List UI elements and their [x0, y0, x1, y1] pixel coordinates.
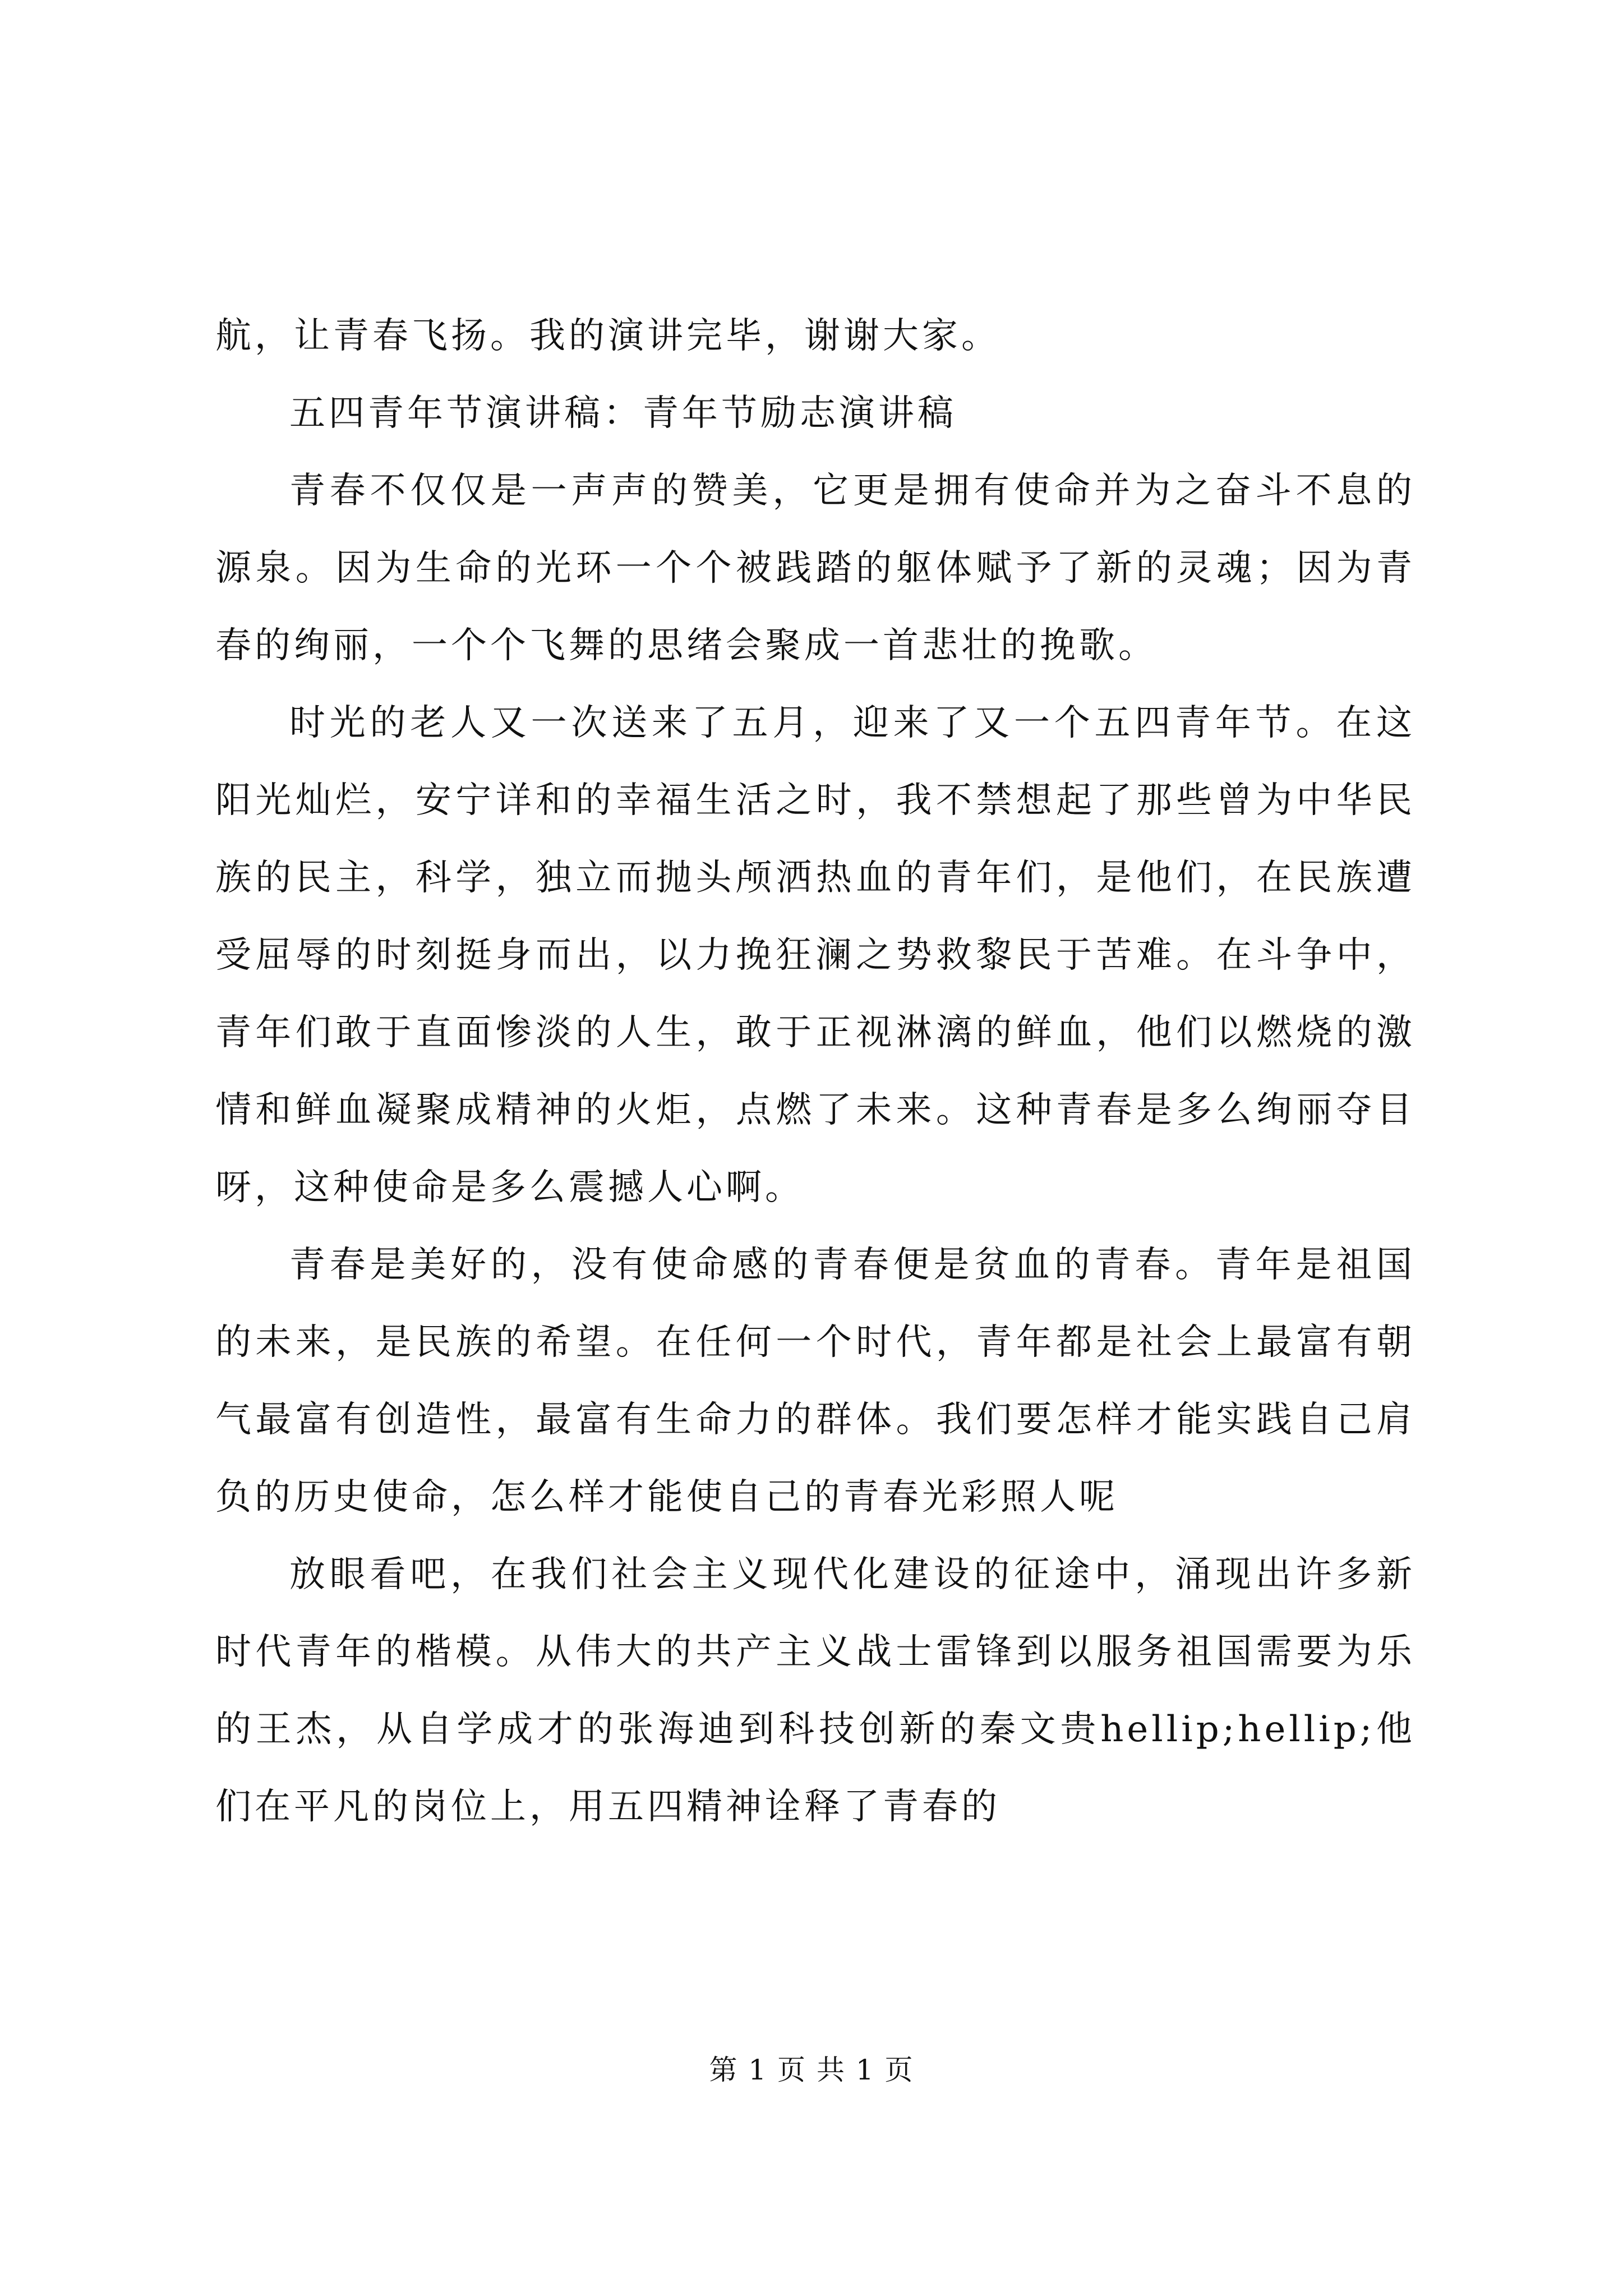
- paragraph-body: 时光的老人又一次送来了五月，迎来了又一个五四青年节。在这阳光灿烂，安宁详和的幸福生活之时，我不禁想起了那些曾为中华民族的民主，科学，独立而抛头颅洒热血的青年们，是他们，在民族遭受屈辱的时刻挺身而出，以力挽狂澜之势救黎民于苦难。在斗争中，青年们敢于直面惨淡的人生，敢于正视淋漓的鲜血，他们以燃烧的激情和鲜血凝聚成精神的火炬，点燃了未来。这种青春是多么绚丽夺目呀，这种使命是多么震撼人心啊。: [215, 702, 1415, 1208]
- paragraph-body: 青春是美好的，没有使命感的青春便是贫血的青春。青年是祖国的未来，是民族的希望。在任何一个时代，青年都是社会上最富有朝气最富有创造性，最富有生命力的群体。我们要怎样才能实践自己肩负的历史使命，怎么样才能使自己的青春光彩照人呢: [215, 1244, 1415, 1518]
- document-body: [215, 297, 1415, 1846]
- paragraph-body: 放眼看吧，在我们社会主义现代化建设的征途中，涌现出许多新时代青年的楷模。从伟大的共产主义战士雷锋到以服务祖国需要为乐的王杰，从自学成才的张海迪到科技创新的秦文贵hellip;hellip;他们在平凡的岗位上，用五四精神诠释了青春的: [215, 1554, 1415, 1828]
- paragraph-body: 青春不仅仅是一声声的赞美，它更是拥有使命并为之奋斗不息的源泉。因为生命的光环一个个被践踏的躯体赋予了新的灵魂；因为青春的绚丽，一个个飞舞的思绪会聚成一首悲壮的挽歌。: [215, 470, 1415, 666]
- page-footer: 第 1 页 共 1 页: [709, 2054, 914, 2086]
- paragraph-heading: 五四青年节演讲稿：青年节励志演讲稿: [289, 393, 957, 434]
- paragraph-closing-line: 航，让青春飞扬。我的演讲完毕，谢谢大家。: [215, 315, 1000, 357]
